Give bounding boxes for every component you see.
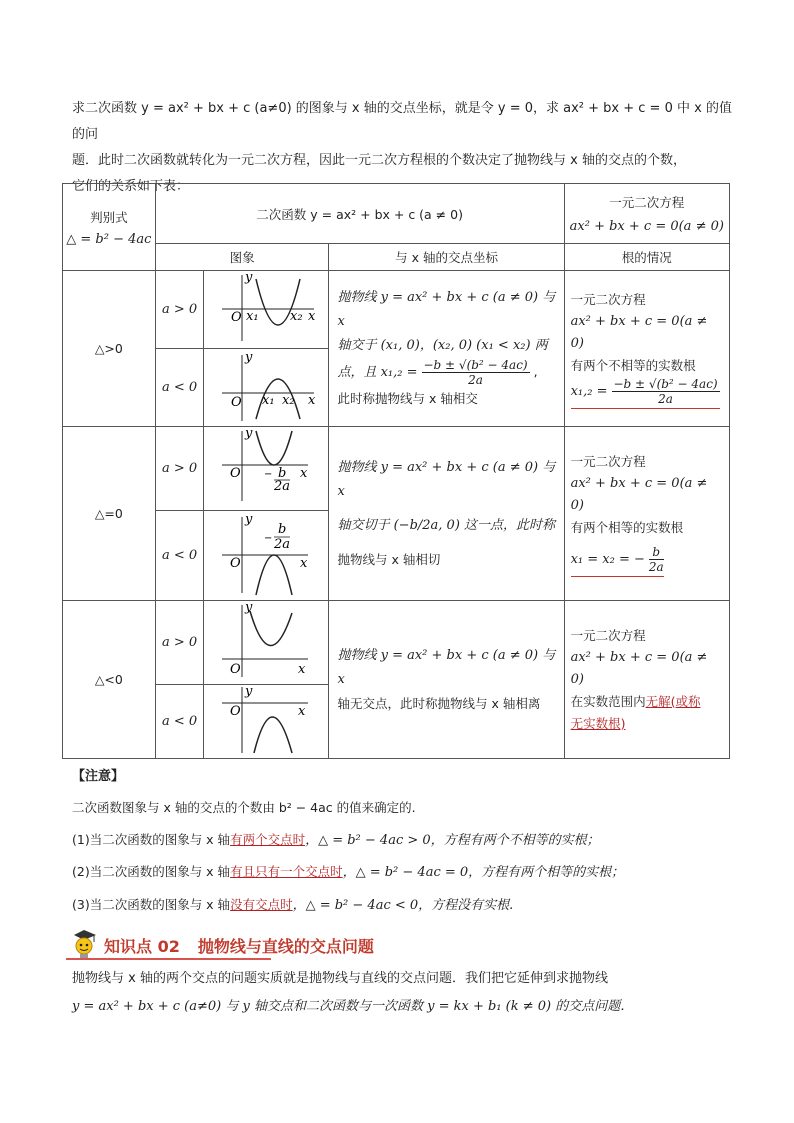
- fraction-denominator: 2a: [648, 559, 664, 574]
- relationship-table: [62, 183, 730, 759]
- roots-formula: [571, 377, 720, 409]
- notes-block: [72, 792, 752, 921]
- intersection-text: 点，且 x₁,₂ =: [337, 365, 418, 380]
- parabola-up-two-roots: [204, 271, 328, 345]
- a-positive-label: a > 0: [155, 271, 204, 349]
- knowledge-line-2: y = ax² + bx + c (a≠0) 与 y 轴交点和二次函数与一次函数 y = kx + b₁ (k ≠ 0) 的交点问题．: [72, 999, 634, 1014]
- vertex-b-label: b: [278, 522, 287, 537]
- roots-text: 在实数范围内: [570, 693, 646, 709]
- origin-label: O: [230, 556, 242, 571]
- intersection-text: 抛物线 y = ax² + bx + c (a ≠ 0) 与 x: [337, 290, 556, 329]
- origin-label: O: [230, 662, 242, 677]
- knowledge-point-title: [104, 934, 374, 957]
- intersection-text: 轴无交点，此时称抛物线与 x 轴相离: [337, 695, 541, 711]
- roots-text: ax² + bx + c = 0(a ≠ 0): [570, 313, 708, 351]
- root-fraction: [649, 545, 664, 574]
- graph-cell: [204, 685, 329, 759]
- axis-x-label: x: [308, 393, 316, 408]
- discriminant-header: [63, 184, 156, 271]
- knowledge-point-header: [70, 928, 374, 962]
- fraction-denominator: 2a: [658, 391, 673, 406]
- knowledge-point-name: 抛物线与直线的交点问题: [197, 936, 374, 956]
- a-negative-label: a < 0: [155, 511, 204, 601]
- col-roots: 根的情况: [564, 244, 729, 271]
- intersection-formula: 点，且 x₁,₂ = $\frac{\text{−b ± √(b² − 4ac)}}{2a}$ ,: [337, 358, 538, 387]
- vertex-b-label: b: [278, 466, 287, 481]
- x1-label: x₁: [246, 309, 260, 324]
- delta-zero: △=0: [63, 427, 156, 601]
- equation-header: [564, 184, 729, 244]
- fraction-numerator: b: [649, 545, 664, 560]
- graph-cell: [204, 271, 329, 349]
- fraction-numerator: −b ± √(b² − 4ac): [613, 376, 718, 391]
- intro-line-1: 求二次函数 y = ax² + bx + c (a≠0) 的图象与 x 轴的交点坐标，就是令 y = 0，求 ax² + bx + c = 0 中 x 的值的问: [72, 101, 732, 142]
- roots-cell-zero: [564, 427, 729, 601]
- discriminant-label: 判别式: [90, 209, 128, 225]
- intersection-text: 抛物线 y = ax² + bx + c (a ≠ 0) 与 x: [337, 647, 556, 687]
- roots-text: [571, 691, 723, 713]
- fraction-numerator: −b ± √(b² − 4ac): [423, 358, 528, 372]
- knowledge-line-1: 抛物线与 x 轴的两个交点的问题实质就是抛物线与直线的交点问题．我们把它延伸到求抛物线: [72, 971, 608, 986]
- note-text: ，△ = b² − 4ac = 0，方程有两个相等的实根；: [342, 865, 625, 880]
- note-text: (2)当二次函数的图象与 x 轴: [72, 864, 231, 879]
- note-highlight: 没有交点时: [230, 896, 293, 912]
- graph-cell: [204, 349, 329, 427]
- intersection-cell-zero: [329, 427, 564, 601]
- fraction-denominator: 2a: [468, 373, 483, 387]
- roots-text: 一元二次方程: [570, 291, 646, 307]
- note-highlight: 有且只有一个交点时: [230, 864, 343, 879]
- roots-text: 一元二次方程: [570, 627, 646, 643]
- equation-formula: ax² + bx + c = 0(a ≠ 0): [569, 219, 724, 234]
- roots-text: 有两个相等的实数根: [570, 519, 684, 535]
- note-text: (3)当二次函数的图象与 x 轴: [72, 896, 231, 912]
- note-line-2: [72, 856, 752, 889]
- note-text: ，△ = b² − 4ac < 0，方程没有实根.: [292, 897, 514, 913]
- axis-y-label: y: [245, 601, 253, 615]
- function-header: 二次函数 y = ax² + bx + c (a ≠ 0): [155, 184, 564, 244]
- roots-text: ax² + bx + c = 0(a ≠ 0): [570, 649, 708, 687]
- axis-y-label: y: [245, 350, 253, 365]
- axis-y-label: y: [245, 427, 253, 441]
- graph-cell: [204, 601, 329, 685]
- intersection-cell-positive: [329, 271, 564, 427]
- roots-cell-negative: [564, 601, 729, 759]
- note-text: (1)当二次函数的图象与 x 轴: [72, 831, 231, 847]
- intro-line-2: 题．此时二次函数就转化为一元二次方程，因此一元二次方程根的个数决定了抛物线与 x 轴的交点的个数，: [72, 153, 686, 168]
- axis-x-label: x: [300, 466, 308, 481]
- axis-x-label: x: [298, 704, 306, 719]
- parabola-down-tangent: [204, 511, 328, 597]
- intersection-cell-negative: [329, 601, 564, 759]
- roots-text: ax² + bx + c = 0(a ≠ 0): [570, 475, 708, 513]
- delta-positive: △>0: [63, 271, 156, 427]
- roots-formula: [571, 545, 664, 577]
- knowledge-point-label: 知识点 02: [104, 936, 180, 956]
- roots-highlight: 无解(或称: [645, 693, 701, 709]
- origin-label: O: [230, 704, 242, 719]
- a-negative-label: a < 0: [155, 685, 204, 759]
- origin-label: O: [230, 466, 242, 481]
- vertex-2a-label: 2a: [274, 479, 291, 494]
- parabola-up-tangent: [204, 427, 328, 507]
- a-positive-label: a > 0: [155, 601, 204, 685]
- note-title: 【注意】: [72, 769, 125, 784]
- axis-y-label: y: [245, 271, 253, 285]
- x1-label: x₁: [262, 393, 276, 408]
- section-underline: [66, 958, 271, 960]
- axis-y-label: y: [245, 685, 253, 699]
- intersection-text: 抛物线 y = ax² + bx + c (a ≠ 0) 与 x: [337, 459, 556, 499]
- delta-negative: △<0: [63, 601, 156, 759]
- x2-label: x₂: [282, 393, 296, 408]
- neg-sign: −: [264, 469, 273, 480]
- roots-highlight: 无实数根): [570, 715, 626, 731]
- roots-text: 一元二次方程: [570, 453, 646, 469]
- note-highlight: 有两个交点时: [230, 831, 306, 847]
- vertex-2a-label: 2a: [274, 537, 291, 552]
- roots-text: x₁ = x₂ = −: [570, 551, 645, 567]
- roots-cell-positive: [564, 271, 729, 427]
- col-graph: 图象: [155, 244, 329, 271]
- axis-x-label: x: [308, 309, 316, 324]
- note-text: ，△ = b² − 4ac > 0，方程有两个不相等的实根；: [305, 832, 600, 848]
- origin-label: O: [231, 310, 243, 325]
- origin-label: O: [231, 395, 243, 410]
- graph-cell: [204, 427, 329, 511]
- graph-cell: [204, 511, 329, 601]
- intersection-text: 抛物线与 x 轴相切: [337, 551, 441, 567]
- axis-x-label: x: [298, 662, 306, 677]
- knowledge-paragraph: [72, 965, 732, 1021]
- note-line-3: [72, 889, 752, 922]
- roots-text: x₁,₂ =: [570, 383, 608, 399]
- discriminant-formula: △ = b² − 4ac: [66, 231, 152, 247]
- intersection-text: 此时称抛物线与 x 轴相交: [337, 391, 478, 406]
- note-line-0: 二次函数图象与 x 轴的交点的个数由 b² − 4ac 的值来确定的.: [72, 800, 416, 815]
- root-fraction: [612, 377, 720, 406]
- intro-line-3: 它们的关系如下表：: [72, 179, 190, 194]
- a-positive-label: a > 0: [155, 427, 204, 511]
- neg-sign: −: [264, 533, 273, 544]
- note-line-1: [72, 824, 752, 857]
- x2-label: x₂: [290, 309, 304, 324]
- equation-label: 一元二次方程: [609, 195, 685, 210]
- parabola-up-no-roots: [204, 601, 328, 681]
- parabola-down-no-roots: [204, 685, 328, 755]
- a-negative-label: a < 0: [155, 349, 204, 427]
- root-fraction: [422, 358, 530, 387]
- parabola-down-two-roots: [204, 349, 328, 423]
- axis-x-label: x: [300, 556, 308, 571]
- intersection-text: 轴交于 (x₁, 0)，(x₂, 0) (x₁ < x₂) 两: [337, 338, 548, 353]
- roots-text: 有两个不相等的实数根: [570, 357, 696, 373]
- teacher-bulb-icon: [70, 929, 98, 961]
- axis-y-label: y: [245, 512, 253, 527]
- intersection-text: 轴交切于 (−b/2a, 0) 这一点，此时称: [337, 517, 556, 533]
- col-intersection: 与 x 轴的交点坐标: [329, 244, 564, 271]
